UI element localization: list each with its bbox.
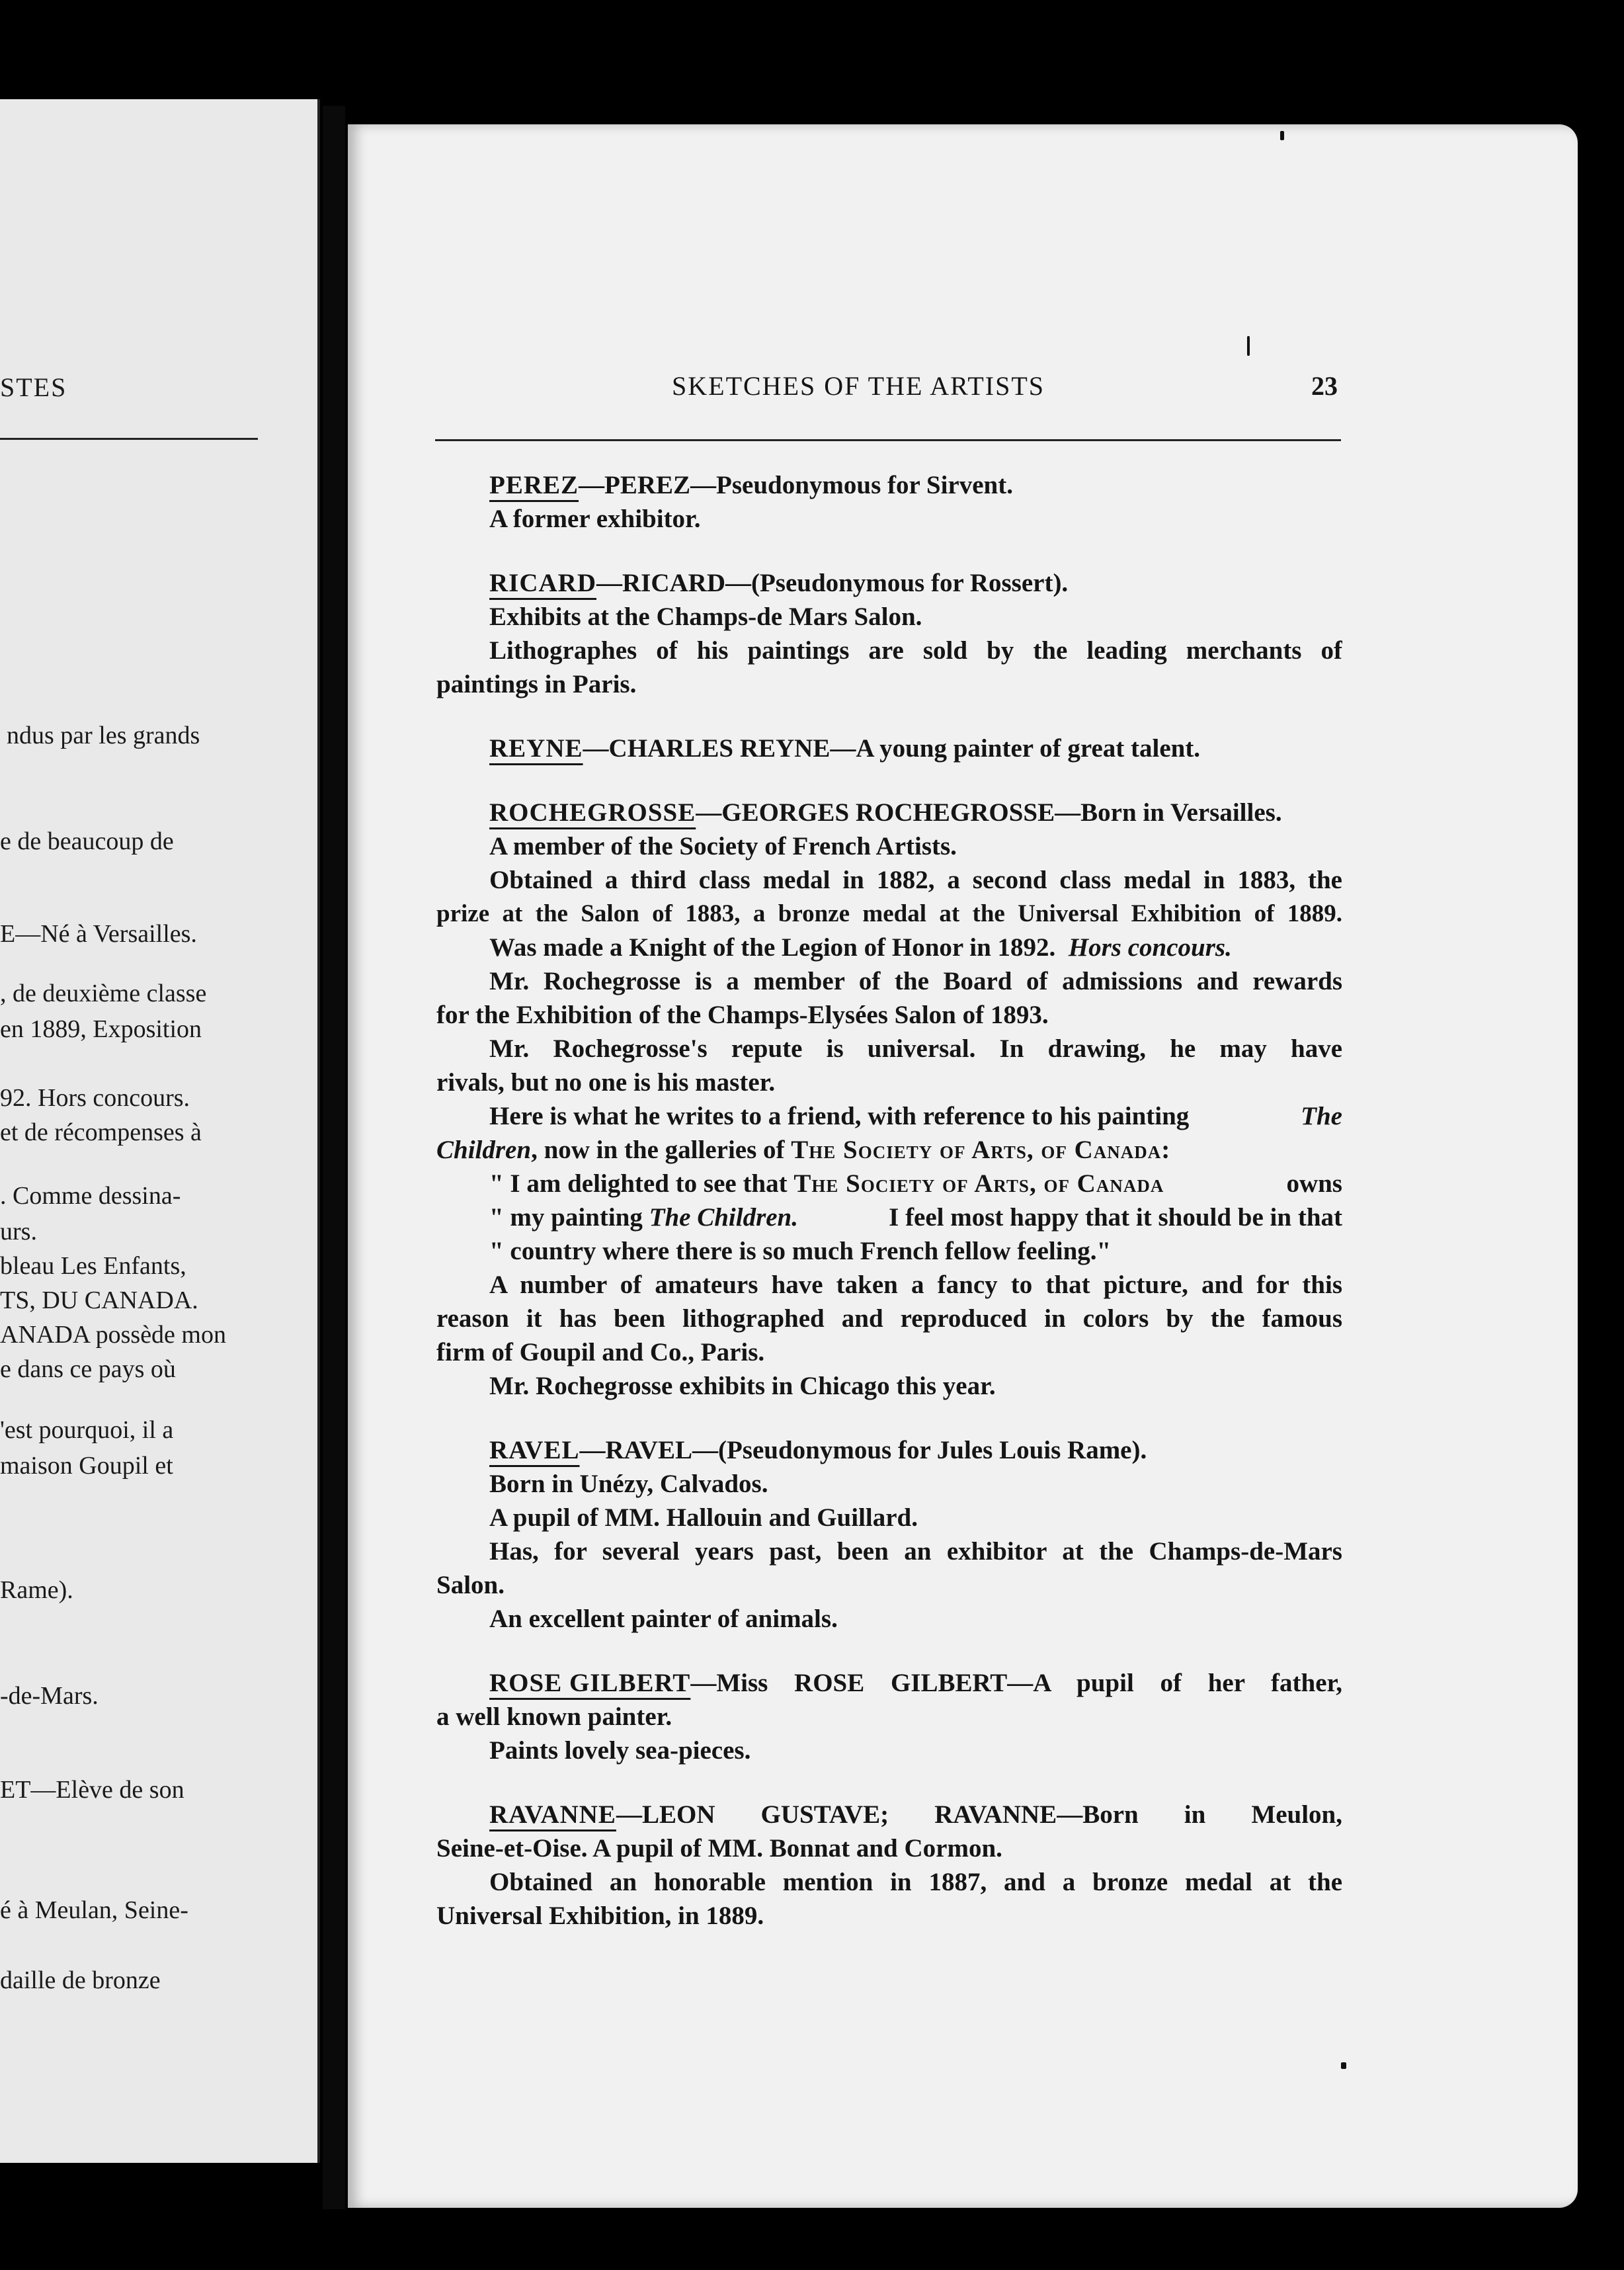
entry-text: A member of the Society of French Artists.: [489, 832, 957, 861]
entry-text: —CHARLES REYNE—A young painter of great talent.: [583, 734, 1201, 763]
entry-rose-gilbert: [436, 1666, 1342, 1767]
header-rule: [435, 439, 1341, 441]
entry-text: —GEORGES ROCHEGROSSE—Born in Versailles.: [696, 798, 1282, 827]
entry-italic: The: [1301, 1102, 1342, 1130]
entry-text: firm of Goupil and Co., Paris.: [436, 1338, 765, 1366]
entry-text: —PEREZ—Pseudonymous for Sirvent.: [579, 471, 1013, 499]
entry-text: " my painting: [489, 1203, 643, 1232]
entry-text: , now in the galleries of: [531, 1136, 785, 1164]
entry-text: Obtained a third class medal in 1882, a second class medal in 1883, the: [489, 866, 1342, 894]
entry-text: " country where there is so much French fellow feeling.": [489, 1237, 1112, 1265]
facing-line: . Comme dessina-: [0, 1182, 181, 1210]
entry-text: Obtained an honorable mention in 1887, and a bronze medal at the: [489, 1868, 1342, 1896]
entry-heading: ROSE GILBERT: [489, 1669, 691, 1697]
facing-line: é à Meulan, Seine-: [0, 1896, 188, 1924]
entry-heading: REYNE: [489, 734, 583, 763]
entry-text: :: [1161, 1136, 1170, 1164]
entry-text: Paints lovely sea-pieces.: [489, 1736, 751, 1765]
entry-italic: Hors concours.: [1068, 933, 1232, 962]
entry-heading: ROCHEGROSSE: [489, 798, 696, 827]
facing-line: ndus par les grands: [7, 722, 200, 749]
entry-text: Exhibits at the Champs-de Mars Salon.: [489, 603, 922, 631]
entry-text: for the Exhibition of the Champs-Elysées Salon of 1893.: [436, 1001, 1049, 1029]
entry-reyne: [436, 732, 1342, 765]
entry-text: owns: [1286, 1169, 1342, 1198]
facing-line: E—Né à Versailles.: [0, 920, 197, 948]
page-number: 23: [1311, 371, 1338, 401]
facing-line: daille de bronze: [0, 1966, 161, 1994]
entry-text: Lithographes of his paintings are sold by the leading merchants of: [489, 636, 1342, 665]
facing-line: 'est pourquoi, il a: [0, 1416, 174, 1444]
entry-text: —Miss ROSE GILBERT—A pupil of her father,: [690, 1669, 1342, 1697]
entry-ravanne: [436, 1798, 1342, 1933]
facing-line: bleau Les Enfants,: [0, 1252, 186, 1280]
facing-page: [0, 99, 320, 2163]
entry-text: Mr. Rochegrosse is a member of the Board of admissions and rewards: [489, 967, 1342, 995]
facing-line: en 1889, Exposition: [0, 1015, 202, 1043]
entry-ricard: [436, 566, 1342, 701]
entry-text: —RAVEL—(Pseudonymous for Jules Louis Rame).: [579, 1436, 1147, 1464]
entry-text: paintings in Paris.: [436, 670, 637, 698]
entry-text: A former exhibitor.: [489, 505, 701, 533]
entry-heading: RAVEL: [489, 1436, 580, 1464]
entry-ravel: [436, 1433, 1342, 1636]
entry-text: Born in Unézy, Calvados.: [489, 1470, 768, 1498]
print-speck: [1341, 2062, 1346, 2069]
entry-italic: Children: [436, 1136, 532, 1164]
page-body: [436, 468, 1342, 1963]
entry-text: An excellent painter of animals.: [489, 1605, 838, 1633]
running-title: SKETCHES OF THE ARTISTS: [672, 371, 1045, 401]
entry-rochegrosse: [436, 796, 1342, 1403]
book-spine: [323, 106, 345, 2209]
facing-line: , de deuxième classe: [0, 980, 207, 1007]
entry-text: Mr. Rochegrosse exhibits in Chicago this year.: [489, 1372, 996, 1400]
entry-heading: RAVANNE: [489, 1800, 616, 1829]
facing-line: ET—Elève de son: [0, 1776, 184, 1804]
entry-perez: [436, 468, 1342, 536]
entry-heading: RICARD: [489, 569, 596, 597]
entry-text: A number of amateurs have taken a fancy to that picture, and for this: [489, 1271, 1342, 1299]
facing-line: et de récompenses à: [0, 1118, 202, 1146]
entry-text: Universal Exhibition, in 1889.: [436, 1902, 764, 1930]
entry-text: —RICARD—(Pseudonymous for Rossert).: [596, 569, 1069, 597]
entry-text: reason it has been lithographed and reproduced in colors by the famous: [436, 1304, 1342, 1333]
entry-text: Was made a Knight of the Legion of Honor in 1892.: [489, 933, 1056, 962]
facing-page-header: STES: [0, 372, 67, 402]
entry-text: Salon.: [436, 1571, 505, 1599]
facing-line: -de-Mars.: [0, 1682, 99, 1710]
entry-text: I feel most happy that it should be in that: [889, 1203, 1342, 1232]
facing-line: TS, DU CANADA.: [0, 1286, 198, 1314]
entry-italic: The Children.: [649, 1203, 798, 1232]
entry-text: rivals, but no one is his master.: [436, 1068, 776, 1097]
print-speck: [1280, 131, 1284, 140]
print-speck: [1247, 336, 1250, 356]
entry-smallcaps: The Society of Arts, of Canada: [793, 1169, 1164, 1198]
book-page: [348, 124, 1578, 2208]
facing-line: e dans ce pays où: [0, 1355, 176, 1383]
entry-text: Here is what he writes to a friend, with reference to his painting: [489, 1102, 1190, 1130]
facing-line: e de beaucoup de: [0, 827, 174, 855]
entry-text: Seine-et-Oise. A pupil of MM. Bonnat and Cormon.: [436, 1834, 1002, 1863]
facing-line: 92. Hors concours.: [0, 1084, 190, 1112]
facing-line: maison Goupil et: [0, 1452, 173, 1480]
entry-smallcaps: The Society of Arts, of Canada: [791, 1136, 1162, 1164]
entry-text: Has, for several years past, been an exhibitor at the Champs-de-Mars: [489, 1537, 1342, 1566]
entry-text: A pupil of MM. Hallouin and Guillard.: [489, 1503, 918, 1532]
facing-line: ANADA possède mon: [0, 1321, 226, 1349]
entry-text: " I am delighted to see that: [489, 1169, 788, 1198]
facing-line: urs.: [0, 1218, 37, 1245]
entry-text: a well known painter.: [436, 1702, 672, 1731]
entry-text: —LEON GUSTAVE; RAVANNE—Born in Meulon,: [616, 1800, 1342, 1829]
entry-heading: PEREZ: [489, 471, 579, 499]
entry-text: prize at the Salon of 1883, a bronze medal at the Universal Exhibition of 1889.: [436, 900, 1342, 927]
facing-page-rule: [0, 438, 258, 440]
page-header: [348, 370, 1578, 410]
facing-line: Rame).: [0, 1576, 73, 1604]
entry-text: Mr. Rochegrosse's repute is universal. In drawing, he may have: [489, 1034, 1342, 1063]
